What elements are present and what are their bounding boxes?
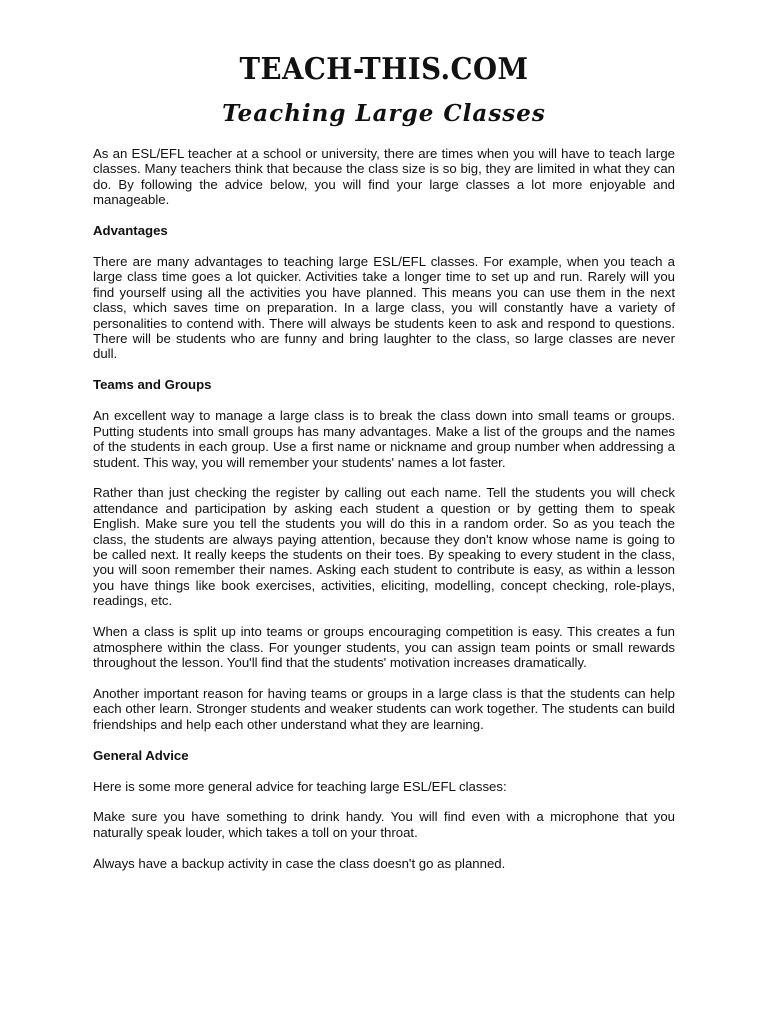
document-title: Teaching Large Classes <box>222 100 546 127</box>
advantages-paragraph: There are many advantages to teaching large ESL/EFL classes. For example, when you teach a large class time goes a lot quicker. Activities take a longer time to set up and run. Rarely will you find yourself using all the activities you have planned. This means you can use them in the next class, which saves time on preparation. In a large class, you will constantly have a variety of personalities to contend with. There will always be students keen to ask and respond to questions. There will be students who are funny and bring laughter to the class, so large classes are never dull. <box>93 254 675 362</box>
document-body <box>93 146 675 887</box>
general-paragraph-2: Make sure you have something to drink handy. You will find even with a microphone that you naturally speak louder, which takes a toll on your throat. <box>93 809 675 840</box>
teams-paragraph-4: Another important reason for having teams or groups in a large class is that the students can help each other learn. Stronger students and weaker students can work together. The students can build friendships and help each other understand what they are learning. <box>93 685 675 732</box>
general-advice-heading: General Advice <box>93 747 189 763</box>
general-paragraph-1: Here is some more general advice for teaching large ESL/EFL classes: <box>93 778 507 794</box>
teams-paragraph-3: When a class is split up into teams or groups encouraging competition is easy. This creates a fun atmosphere within the class. For younger students, you can assign team points or small rewards throughout the lesson. You'll find that the students' motivation increases dramatically. <box>93 624 675 670</box>
intro-paragraph: As an ESL/EFL teacher at a school or university, there are times when you will have to teach large classes. Many teachers think that because the class size is so big, they are limited in what they can do. By following the advice below, you will find your large classes a lot more enjoyable and manageable. <box>93 146 675 208</box>
site-title: TEACH-THIS.COM <box>239 52 529 87</box>
advantages-heading: Advantages <box>93 223 168 239</box>
teams-paragraph-2: Rather than just checking the register by calling out each name. Tell the students you will check attendance and participation by asking each student a question or by getting them to speak English. Make sure you tell the students you will do this in a random order. So as you teach the class, the students are always paying attention, because they don't know whose name is going to be called next. It really keeps the students on their toes. By speaking to every student in the class, you will soon remember their names. Asking each student to contribute is easy, as within a lesson you have things like book exercises, activities, eliciting, modelling, concept checking, role-plays, readings, etc. <box>93 485 675 609</box>
general-paragraph-3: Always have a backup activity in case the class doesn't go as planned. <box>93 855 506 871</box>
teams-paragraph-1: An excellent way to manage a large class is to break the class down into small teams or groups. Putting students into small groups has many advantages. Make a list of the groups and the names of the students in each group. Use a first name or nickname and group number when addressing a student. This way, you will remember your students' names a lot faster. <box>93 408 675 470</box>
teams-heading: Teams and Groups <box>93 377 212 393</box>
